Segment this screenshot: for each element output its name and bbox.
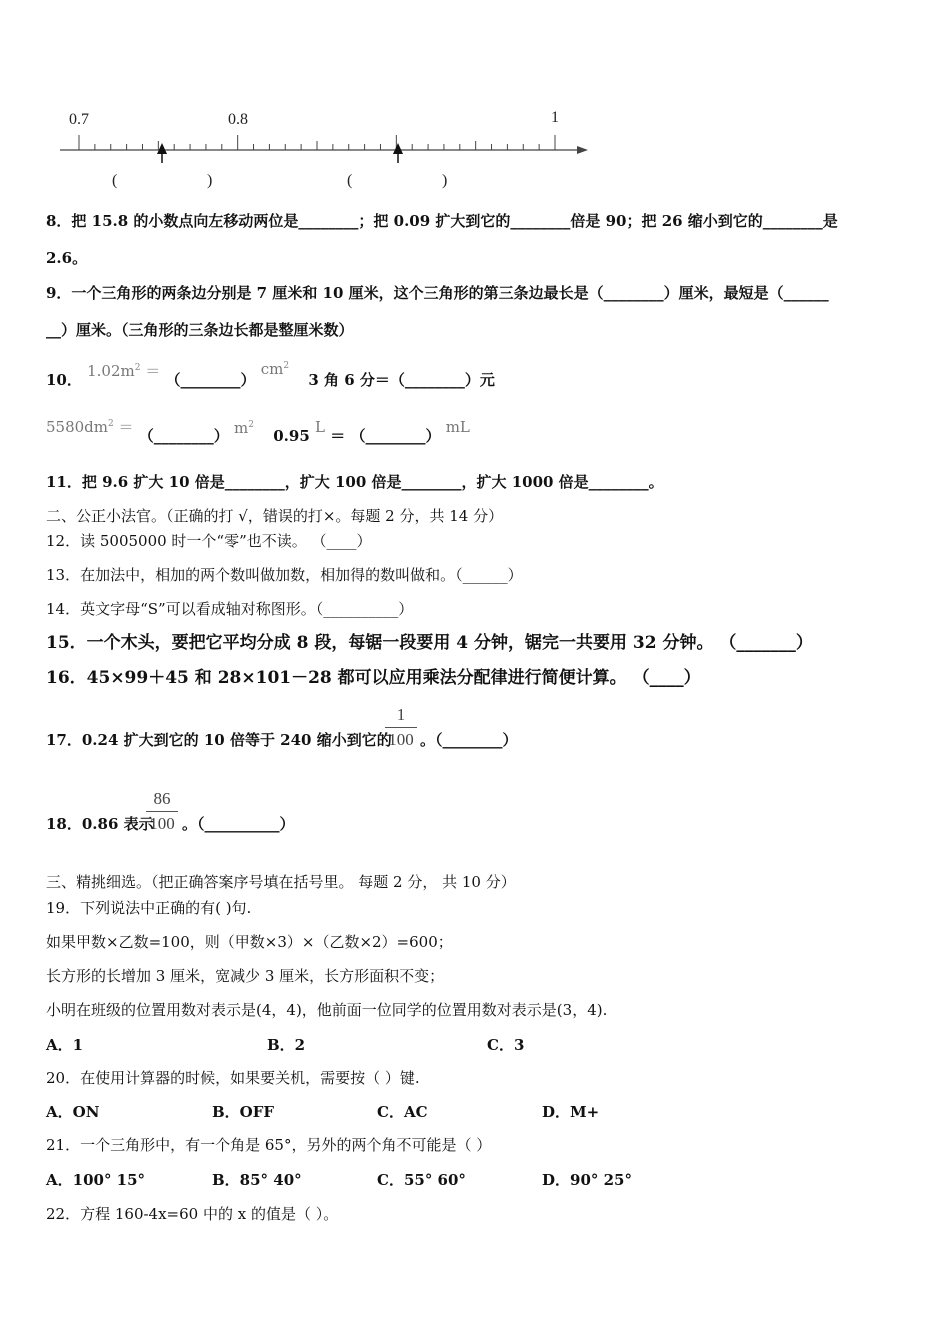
money-conversion: 3 角 6 分＝（________）元: [308, 371, 495, 389]
answer-paren: (: [112, 172, 118, 189]
question-19-statement: 长方形的长增加 3 厘米，宽减少 3 厘米，长方形面积不变；: [46, 967, 445, 985]
answer-blank: （________）: [165, 371, 256, 389]
question-22: 22．方程 160-4x=60 中的 x 的值是（ ）。: [46, 1205, 339, 1223]
volume-value: 0.95: [273, 427, 310, 445]
question-18-text: 18．0.86 表示: [46, 815, 154, 833]
question-19-statement: 小明在班级的位置用数对表示是(4，4)，他前面一位同学的位置用数对表示是(3，4).: [46, 1001, 608, 1019]
question-19-statement: 如果甲数×乙数=100，则（甲数×3）×（乙数×2）=600；: [46, 933, 453, 951]
option-b[interactable]: B．2: [267, 1036, 306, 1054]
option-d[interactable]: D．90° 25°: [542, 1171, 632, 1189]
question-10-row1: [46, 360, 495, 389]
question-15: 15．一个木头，要把它平均分成 8 段，每锯一段要用 4 分钟，锯完一共要用 32 分钟。 （_______）: [46, 633, 813, 653]
question-12: 12．读 5005000 时一个“零”也不读。 （____）: [46, 532, 372, 550]
fraction-denominator: 100: [388, 730, 414, 749]
question-17-text: 17．0.24 扩大到它的 10 倍等于 240 缩小到它的: [46, 731, 392, 749]
arrow-marker-icon: [393, 143, 403, 154]
question-9-line1: 9．一个三角形的两条边分别是 7 厘米和 10 厘米，这个三角形的第三条边最长是（________）厘米，最短是（______: [46, 284, 829, 302]
option-c[interactable]: C．3: [487, 1036, 525, 1054]
section-2-heading: 二、公正小法官。（正确的打 √，错误的打×。每题 2 分，共 14 分）: [46, 507, 504, 525]
number-line-label: 1: [551, 109, 559, 126]
option-b[interactable]: B．85° 40°: [212, 1171, 302, 1189]
fraction-bar: [385, 727, 417, 728]
number-line-label: 0.7: [69, 111, 89, 128]
option-b[interactable]: B．OFF: [212, 1103, 275, 1121]
unit-label: $m^2$: [234, 419, 254, 437]
fraction-numerator: 86: [153, 789, 171, 808]
question-8-line1: 8．把 15.8 的小数点向左移动两位是________；把 0.09 扩大到它的________倍是 90；把 26 缩小到它的________是: [46, 212, 838, 230]
fraction-numerator: 1: [396, 705, 406, 724]
unit-label: $cm^2$: [260, 360, 290, 378]
fraction: [146, 789, 178, 834]
question-11: 11．把 9.6 扩大 10 倍是________，扩大 100 倍是________，扩大 1000 倍是________。: [46, 473, 664, 491]
answer-paren: (: [347, 172, 353, 189]
option-a[interactable]: A．ON: [46, 1103, 100, 1121]
fraction-bar: [146, 811, 178, 812]
question-8-line2: 2.6。: [46, 249, 88, 267]
option-a[interactable]: A．100° 15°: [46, 1171, 146, 1189]
number-line-figure: [55, 105, 600, 195]
question-13: 13．在加法中，相加的两个数叫做加数，相加得的数叫做和。（______）: [46, 566, 523, 584]
fraction: [385, 705, 417, 750]
answer-blank: （________）: [350, 427, 441, 445]
number-line-svg: [55, 105, 600, 195]
question-17-tail: 。（________）: [420, 731, 518, 749]
unit-label: L: [315, 418, 325, 436]
section-3-heading: 三、精挑细选。（把正确答案序号填在括号里。 每题 2 分， 共 10 分）: [46, 873, 516, 891]
option-a[interactable]: A．1: [46, 1036, 84, 1054]
question-number: 10．: [46, 371, 82, 389]
answer-paren: ): [207, 172, 213, 189]
equals-sign: ＝: [330, 427, 346, 445]
answer-paren: ): [442, 172, 448, 189]
number-line-label: 0.8: [228, 111, 248, 128]
area-value: $5580dm^2$ ＝: [46, 418, 134, 436]
option-d[interactable]: D．M+: [542, 1103, 600, 1121]
area-value: $1.02m^2$ ＝: [87, 362, 161, 380]
answer-blank: （________）: [138, 427, 229, 445]
question-10-row2: [46, 417, 470, 445]
option-c[interactable]: C．AC: [377, 1103, 428, 1121]
option-c[interactable]: C．55° 60°: [377, 1171, 466, 1189]
fraction-denominator: 100: [149, 814, 175, 833]
question-16: 16．45×99＋45 和 28×101－28 都可以应用乘法分配律进行简便计算。 （____）: [46, 668, 701, 688]
question-19-stem: 19．下列说法中正确的有( )句.: [46, 899, 252, 917]
unit-label: mL: [445, 418, 470, 436]
question-21-stem: 21．一个三角形中，有一个角是 65°，另外的两个角不可能是（ ）: [46, 1136, 492, 1154]
question-9-line2: __）厘米。（三角形的三条边长都是整厘米数）: [46, 321, 354, 339]
question-18-tail: 。（__________）: [182, 815, 295, 833]
question-20-stem: 20．在使用计算器的时候，如果要关机，需要按（ ）键.: [46, 1069, 420, 1087]
question-14: 14．英文字母“S”可以看成轴对称图形。（__________）: [46, 600, 414, 618]
